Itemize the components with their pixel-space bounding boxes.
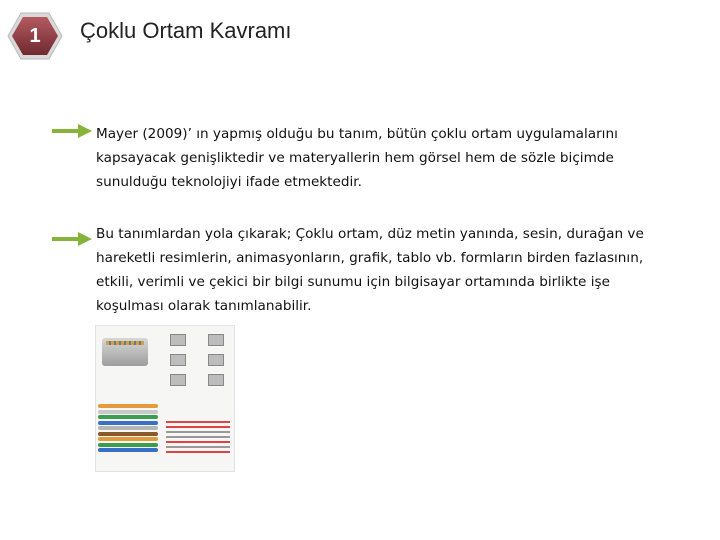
connector-pins-graphic	[106, 341, 144, 345]
wire-stripe	[98, 437, 158, 441]
slide-title: Çoklu Ortam Kavramı	[80, 18, 292, 43]
wire-stripe	[98, 404, 158, 408]
footer-caption	[440, 485, 690, 529]
device-graphic	[170, 334, 186, 346]
wire-stripe	[98, 426, 158, 430]
network-cable-diagram-image	[95, 325, 235, 472]
wire-stripe	[98, 432, 158, 436]
wire-stripe	[98, 443, 158, 447]
device-graphic	[170, 354, 186, 366]
device-graphic	[208, 374, 224, 386]
device-graphic	[208, 334, 224, 346]
wire-stripe	[98, 410, 158, 414]
green-arrow-icon	[52, 124, 92, 138]
cable-wires-graphic	[98, 404, 158, 464]
device-graphic	[170, 374, 186, 386]
device-graphic	[208, 354, 224, 366]
wire-stripe	[98, 415, 158, 419]
paragraph-2: Bu tanımlardan yola çıkarak; Çoklu ortam, düz metin yanında, sesin, durağan ve hareketli resimlerin, animasyonların, grafik, tablo vb. formların birden fazlasının, etkili, verimli ve çekici bir bilgi sunumu için bilgisayar ortamında birlikte işe koşulması olarak tanımlanabilir.	[96, 226, 644, 314]
spec-text-graphic	[166, 418, 230, 456]
footer-line-1: Çoklu Ortam Uygulamalarının	[472, 488, 658, 504]
green-arrow-icon	[52, 232, 92, 246]
slide-number-badge	[7, 11, 63, 61]
wire-stripe	[98, 448, 158, 452]
footer-line-2: Kuramsal Temelleri	[505, 510, 625, 526]
wire-stripe	[98, 421, 158, 425]
slide-number: 1	[29, 24, 41, 47]
paragraph-1: Mayer (2009)’ ın yapmış olduğu bu tanım, bütün çoklu ortam uygulamalarını kapsayacak genişliktedir ve materyallerin hem görsel hem de sözle biçimde sunulduğu teknolojiyi ifade etmektedir.	[96, 126, 618, 190]
